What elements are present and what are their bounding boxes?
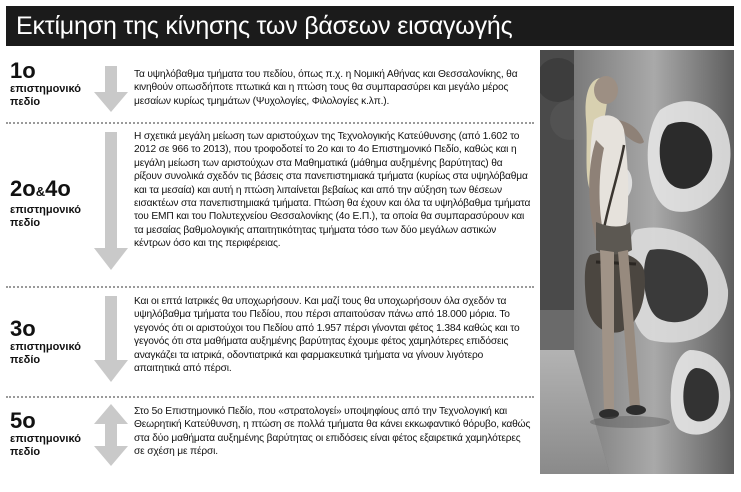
field-label-5 [10,410,96,458]
field-number [10,178,96,203]
section-divider [6,286,534,288]
field-subtitle-line2: πεδίο [10,354,41,366]
section-field-2-4 [6,128,534,280]
arrow-down-icon [94,296,128,384]
field-label-1 [10,60,96,108]
page-title: Εκτίμηση της κίνησης των βάσεων εισαγωγής [6,6,734,46]
section-divider [6,396,534,398]
field-subtitle-line2: πεδίο [10,446,41,458]
section-text: Και οι επτά Ιατρικές θα υποχωρήσουν. Και μαζί τους θα υποχωρήσουν όλα σχεδόν τα υψηλόβαθμα τμήματα του Πεδίου, που πέρσι απαιτούσαν πάνω από 18.000 μόρια. Το γεγονός ότι οι αριστούχοι του Πεδίου από 1.957 πέρσι γίνονται φέτος 1.384 καθώς και το γεγονός ότι στα μαθήματα αυξημένης βαρύτητας έχουμε φέτος χαμηλότερες επιδόσεις αναγκάζει τα ιατρικά, οδοντιατρικά και φαρμακευτικά τμήματα να γίνουν λιγότερο απαιτητικά από πέρσι. [134,296,520,375]
arrow-down-icon [94,132,128,272]
field-subtitle-line1: επιστημονικό [10,83,81,95]
ampersand: & [35,184,46,199]
section-text: Η σχετικά μεγάλη μείωση των αριστούχων της Τεχνολογικής Κατεύθυνσης (από 1.602 το 2012 σε 966 το 2013), που τροφοδοτεί το 2ο και το 4ο Επιστημονικό Πεδίο, καθώς και η μεγάλη μείωση των αριστούχων στα Μαθηματικά (μάθημα αυξημένης βαρύτητας) θα ρίξουν συνολικά σχεδόν τις βάσεις στα πανεπιστημιακά τμήματα (κυρίως στα υψηλόβαθμα και τα μεσαία) και αυτή η πτώση λιπαίνεται βεβαίως και από την αύξηση των θέσεων εισακτέων στα πανεπιστημιακά τμήματα. Πτώση θα έχουν και όλα τα υψηλόβαθμα τμήματα του ΕΜΠ και του Πολυτεχνείου Θεσσαλονίκης (4ο Ε.Π.), τα οποία θα συμπαρασύρουν και τα μεσαίας βαθμολογικής απαιτητικότητας τμήματα τόσο των δύο μεγάλων αστικών κέντρων όσο και της περιφέρειας. [134,131,531,250]
section-divider [6,122,534,124]
arrow-up-down-icon [94,404,128,466]
section-text: Στο 5ο Επιστημονικό Πεδίο, που «στρατολογεί» υποψηφίους από την Τεχνολογική και Θεωρητική Κατεύθυνση, η πτώση σε πολλά τμήματα θα κάνει εκκωφαντικό θόρυβο, καθώς στα δύο μαθήματα αυξημένης βαρύτητας οι επιδόσεις είναι φέτος εξαιρετικά χαμηλότερες σε σχέση με πέρσι. [134,406,531,458]
field-subtitle-line2: πεδίο [10,217,41,229]
field-subtitle-line1: επιστημονικό [10,433,81,445]
field-number: 1ο [10,58,36,83]
field-number-b: 4ο [45,176,71,201]
field-subtitle-line2: πεδίο [10,96,41,108]
field-label-2-4 [10,178,96,229]
section-field-3 [6,292,534,392]
field-number-a: 2ο [10,176,36,201]
section-field-5 [6,402,534,472]
arrow-down-icon [94,66,128,114]
section-text: Τα υψηλόβαθμα τμήματα του πεδίου, όπως π.χ. η Νομική Αθήνας και Θεσσαλονίκης, θα κινηθούν οπωσδήποτε πτωτικά και η πτώση τους θα συμπαρασύρει και μεγάλο μέρος μεσαίων κυρίως τμημάτων (Ψυχολογίες, Φιλολογίες κ.λπ.). [134,69,518,107]
section-field-1 [6,60,534,122]
field-label-3 [10,318,96,366]
student-at-graffiti-wall-photo [540,50,734,474]
field-subtitle-line1: επιστημονικό [10,341,81,353]
field-number: 5ο [10,408,36,433]
field-subtitle-line1: επιστημονικό [10,204,81,216]
field-number: 3ο [10,316,36,341]
